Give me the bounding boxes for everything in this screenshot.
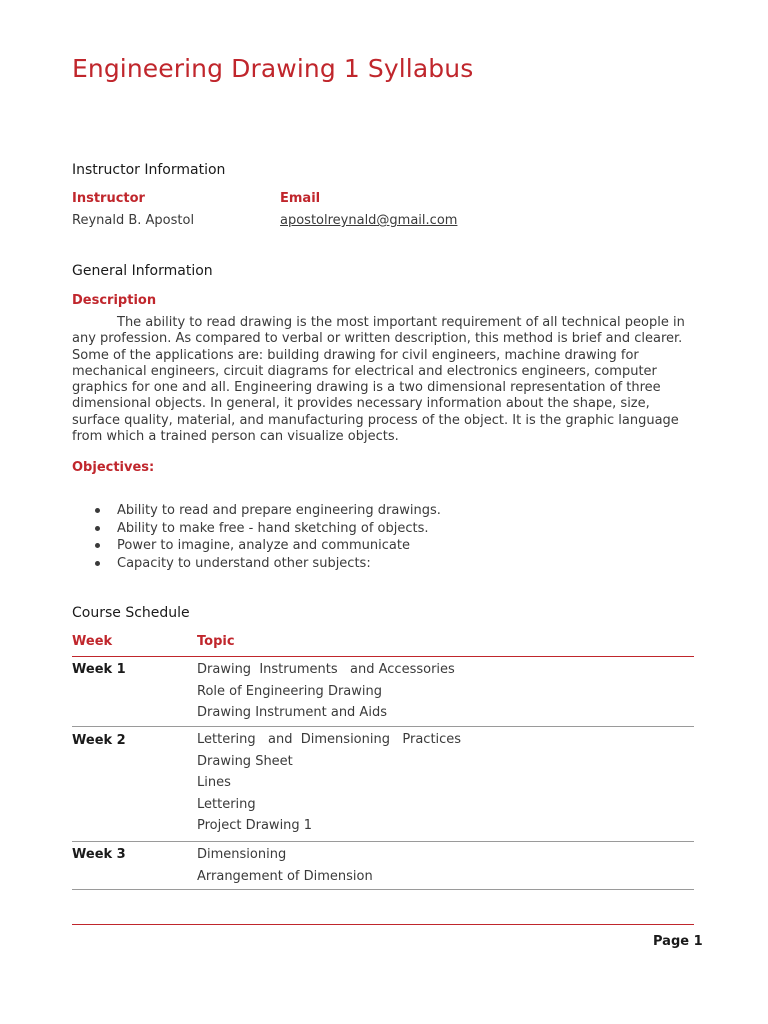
footer-divider: [72, 924, 694, 925]
instructor-name: Reynald B. Apostol: [72, 213, 195, 228]
document-title: Engineering Drawing 1 Syllabus: [72, 54, 474, 83]
objective-item: Capacity to understand other subjects:: [72, 555, 441, 573]
topic-item: Lines: [197, 775, 231, 791]
email-link[interactable]: apostolreynald@gmail.com: [280, 213, 458, 228]
description-text: The ability to read drawing is the most important requirement of all technical people in any profession. As compared to verbal or written description, this method is brief and clearer. Some of the applications are: building drawing for civil engineers, machine drawing for mechanical engineers, circuit diagrams for electrical and electronics engineers, computer graphics for one and all. Engineering drawing is a two dimensional representation of three dimensional objects. In general, it provides necessary information about the shape, size, surface quality, material, and manufacturing process of the object. It is the graphic language from which a trained person can visualize objects.: [72, 315, 685, 445]
schedule-row-divider: [72, 726, 694, 727]
objective-item: Ability to make free - hand sketching of objects.: [72, 520, 441, 538]
topic-item: Drawing Instruments and Accessories: [197, 662, 455, 677]
schedule-week-1: Week 1: [72, 662, 126, 677]
schedule-week-2: Week 2: [72, 733, 126, 748]
topic-item: Drawing Instrument and Aids: [197, 705, 387, 721]
schedule-col-week: Week: [72, 634, 113, 649]
description-label: Description: [72, 293, 157, 308]
objectives-list: [72, 502, 441, 572]
schedule-week-1-topics: [197, 659, 455, 724]
topic-item: Dimensioning: [197, 847, 287, 862]
topic-item: Lettering: [197, 796, 256, 812]
schedule-col-topic: Topic: [197, 634, 235, 649]
instructor-info-heading: Instructor Information: [72, 162, 226, 178]
schedule-row-divider: [72, 841, 694, 842]
topic-item: Role of Engineering Drawing: [197, 683, 382, 699]
schedule-row-divider: [72, 889, 694, 890]
topic-item: Arrangement of Dimension: [197, 868, 373, 884]
page-number: Page 1: [653, 934, 703, 949]
schedule-week-3: Week 3: [72, 847, 126, 862]
general-info-heading: General Information: [72, 263, 213, 279]
course-schedule-heading: Course Schedule: [72, 605, 190, 621]
topic-item: Project Drawing 1: [197, 818, 313, 834]
instructor-label: Instructor: [72, 191, 145, 206]
email-label: Email: [280, 191, 321, 206]
schedule-week-3-topics: [197, 844, 373, 887]
objective-item: Power to imagine, analyze and communicate: [72, 537, 441, 555]
topic-item: Drawing Sheet: [197, 753, 293, 769]
topic-item: Lettering and Dimensioning Practices: [197, 732, 462, 747]
schedule-week-2-topics: [197, 729, 461, 837]
objective-item: Ability to read and prepare engineering drawings.: [72, 502, 441, 520]
objectives-label: Objectives:: [72, 460, 155, 475]
schedule-header-divider: [72, 656, 694, 657]
